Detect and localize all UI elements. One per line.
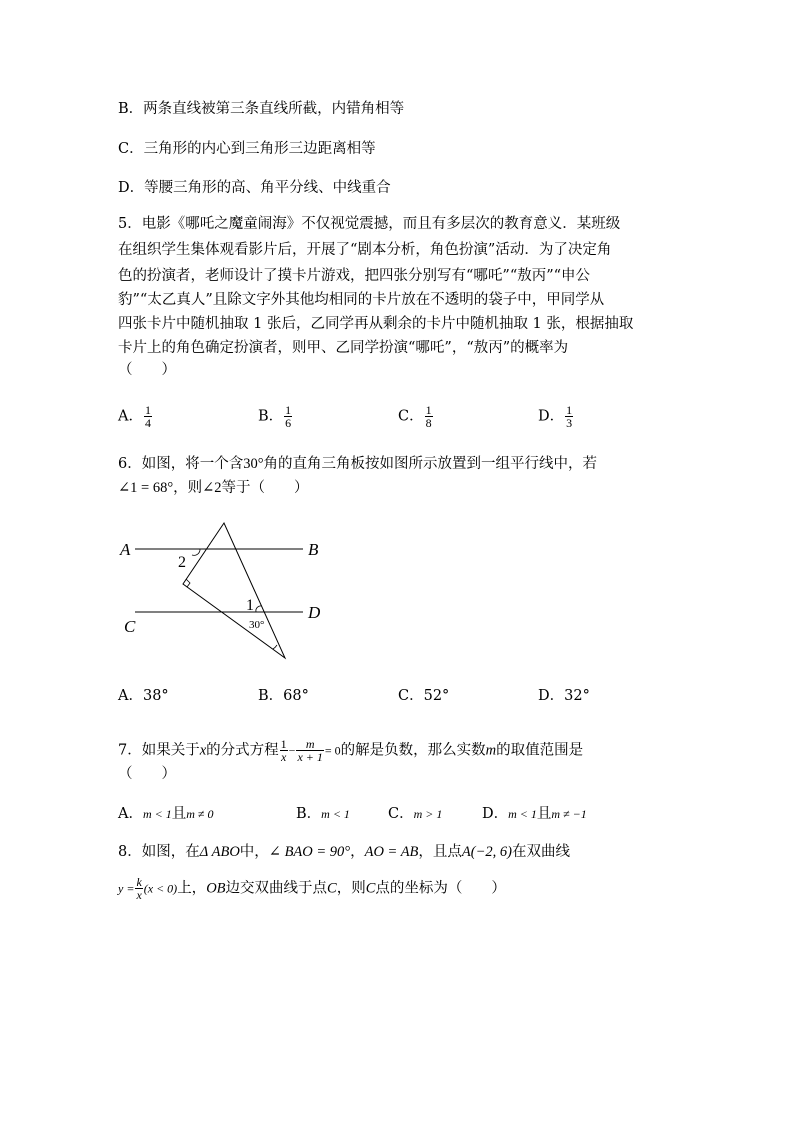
fraction: $\frac{1}{6}$ [285, 403, 292, 430]
fraction: $\frac{1}{4}$ [144, 403, 151, 430]
q6-figure [110, 515, 340, 665]
q5-line-3: 色的扮演者，老师设计了摸卡片游戏，把四张分别写有“哪吒”“敖丙”“申公 [118, 268, 591, 284]
q6-option-a: A．38° [118, 688, 169, 704]
q6-option-b: B．68° [258, 688, 309, 704]
q5-paren: （ ） [118, 362, 176, 378]
q8-line-2: y = $\frac{k}{x}$ (x < 0)上，OB边交双曲线于点C，则C点的坐标为（ ） [118, 875, 506, 902]
q4-option-b: B．两条直线被第三条直线所截，内错角相等 [118, 101, 405, 117]
q6-option-d: D．32° [538, 688, 590, 704]
fraction-k-over-x: $\frac{k}{x}$ [136, 875, 142, 902]
angle-1-arc [256, 606, 262, 612]
label-angle-2: 2 [178, 554, 186, 571]
q6-line-1: 6．如图，将一个含30°角的直角三角板按如图所示放置到一组平行线中，若 [118, 456, 598, 472]
q5-option-c: C． $\frac{1}{8}$ [398, 403, 432, 430]
q7-option-d: D．m < 1且m ≠ −1 [482, 806, 587, 822]
q7-paren: （ ） [118, 766, 176, 782]
q8-line-1: 8．如图，在Δ ABO中，∠ BAO = 90°，AO = AB，且点A(−2, 6)在双曲线 [118, 844, 570, 860]
q4-option-c: C．三角形的内心到三角形三边距离相等 [118, 141, 376, 157]
q6-line-2: ∠1 = 68°，则∠2等于（ ） [118, 480, 309, 496]
q7-option-c: C．m > 1 [388, 806, 443, 822]
q5-option-b: B． $\frac{1}{6}$ [258, 403, 292, 430]
label-b: B [308, 540, 319, 559]
q7-option-a: A．m < 1且m ≠ 0 [118, 806, 214, 822]
q5-option-d: D． $\frac{1}{3}$ [538, 403, 573, 430]
triangle [183, 523, 285, 658]
label-d: D [308, 603, 321, 622]
q6-option-c: C．52° [398, 688, 450, 704]
fraction-1-over-x: $\frac{1}{x}$ [280, 737, 287, 764]
angle-2-arc [192, 549, 200, 555]
q7-option-b: B．m < 1 [296, 806, 350, 822]
q5-line-4: 豹”“太乙真人”且除文字外其他均相同的卡片放在不透明的袋子中，甲同学从 [118, 292, 605, 308]
label-angle-1: 1 [246, 597, 254, 614]
q5-line-1: 5．电影《哪吒之魔童闹海》不仅视觉震撼，而且有多层次的教育意义．某班级 [118, 216, 621, 232]
q4-option-d: D．等腰三角形的高、角平分线、中线重合 [118, 180, 391, 196]
q5-line-6: 卡片上的角色确定扮演者，则甲、乙同学扮演“哪吒”，“敖丙”的概率为 [118, 340, 569, 356]
q5-line-2: 在组织学生集体观看影片后，开展了“剧本分析，角色扮演”活动．为了决定角 [118, 242, 612, 258]
q7-line-1: 7．如果关于x的分式方程 $\frac{1}{x}$ − $\frac{m}{x + 1}$ = 0的解是负数，那么实数m的取值范围是 [118, 737, 584, 764]
fraction: $\frac{1}{3}$ [566, 403, 573, 430]
q5-option-a: A． $\frac{1}{4}$ [118, 403, 151, 430]
fraction: $\frac{1}{8}$ [425, 403, 432, 430]
right-angle-mark [186, 579, 190, 587]
label-a: A [120, 540, 131, 559]
angle-30-arc [273, 645, 277, 649]
fraction-m-over-x-plus-1: $\frac{m}{x + 1}$ [297, 737, 323, 764]
label-c: C [124, 617, 136, 636]
label-angle-30: 30° [249, 619, 265, 631]
q5-line-5: 四张卡片中随机抽取 1 张后，乙同学再从剩余的卡片中随机抽取 1 张，根据抽取 [118, 316, 634, 332]
